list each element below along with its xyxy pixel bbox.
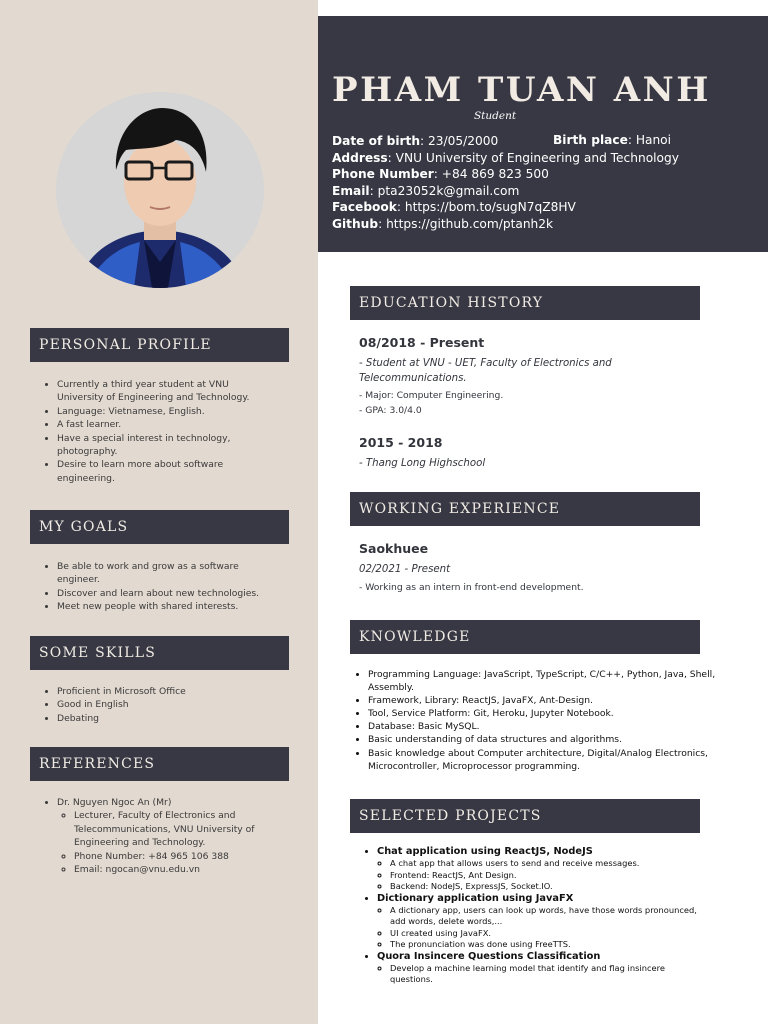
project-item xyxy=(377,951,707,986)
list-item: ◦ Phone Number: +84 965 106 388 xyxy=(74,850,272,863)
list-item: ◦ A chat app that allows users to send and receive messages. xyxy=(390,858,707,869)
experience-desc: - Working as an intern in front-end development. xyxy=(359,582,584,593)
github-label: Github xyxy=(332,216,379,231)
reference-details xyxy=(57,809,272,876)
list-item: • Language: Vietnamese, English. xyxy=(57,405,267,418)
facebook-link[interactable]: : https://bom.to/sugN7qZ8HV xyxy=(396,200,576,214)
contact-info xyxy=(332,133,679,232)
project-title: Quora Insincere Questions Classification xyxy=(377,950,601,962)
education-period: 2015 - 2018 xyxy=(359,435,443,450)
address-value: : VNU University of Engineering and Technology xyxy=(387,150,679,165)
skills-heading: SOME SKILLS xyxy=(30,636,289,670)
project-title: Chat application using ReactJS, NodeJS xyxy=(377,846,593,857)
list-item: • Basic knowledge about Computer architecture, Digital/Analog Electronics, Microcontroller, Microprocessor programming. xyxy=(368,747,720,773)
profile-photo xyxy=(56,92,264,288)
email-value[interactable]: : pta23052k@gmail.com xyxy=(369,183,520,198)
list-item: • Currently a third year student at VNU University of Engineering and Technology. xyxy=(57,378,267,405)
experience-heading: WORKING EXPERIENCE xyxy=(350,492,700,526)
birthplace xyxy=(553,133,671,147)
list-item: • Database: Basic MySQL. xyxy=(368,720,720,733)
list-item: • Programming Language: JavaScript, TypeScript, C/C++, Python, Java, Shell, Assembly. xyxy=(368,668,720,694)
list-item: ◦ Email: ngocan@vnu.edu.vn xyxy=(74,863,272,876)
phone-value: : +84 869 823 500 xyxy=(433,167,549,181)
project-details xyxy=(377,905,707,951)
knowledge-list xyxy=(353,668,720,773)
references-heading: REFERENCES xyxy=(30,747,289,781)
experience-company: Saokhuee xyxy=(359,541,429,556)
list-item: ◦ UI created using JavaFX. xyxy=(390,928,707,939)
knowledge-heading: KNOWLEDGE xyxy=(350,620,700,654)
list-item: • Good in English xyxy=(57,698,272,711)
list-item: • Basic understanding of data structures and algorithms. xyxy=(368,733,720,746)
list-item: ◦ Backend: NodeJS, ExpressJS, Socket.IO. xyxy=(390,881,707,892)
list-item: • Debating xyxy=(57,712,272,725)
birthplace-label: Birth place xyxy=(553,133,628,147)
header xyxy=(318,16,768,252)
project-details xyxy=(377,963,707,986)
candidate-title: Student xyxy=(473,110,517,122)
list-item: • Be able to work and grow as a software engineer. xyxy=(57,560,272,587)
list-item: ◦ A dictionary app, users can look up words, have those words pronounced, add words, delete words,... xyxy=(390,905,707,928)
list-item: • Desire to learn more about software engineering. xyxy=(57,458,267,485)
education-school: - Student at VNU - UET, Faculty of Electronics and Telecommunications. xyxy=(359,358,612,384)
reference-name-text: Dr. Nguyen Ngoc An (Mr) xyxy=(57,797,172,808)
email-label: Email xyxy=(332,183,370,198)
candidate-name: PHAM TUAN ANH xyxy=(332,70,711,110)
list-item: • Proficient in Microsoft Office xyxy=(57,685,272,698)
list-item: • Meet new people with shared interests. xyxy=(57,600,272,613)
project-details xyxy=(377,858,707,892)
education-entry-2 xyxy=(359,435,659,471)
project-item xyxy=(377,893,707,951)
project-title: Dictionary application using JavaFX xyxy=(377,892,574,904)
list-item: • Discover and learn about new technologies. xyxy=(57,587,272,600)
education-period: 08/2018 - Present xyxy=(359,335,485,350)
goals-heading: MY GOALS xyxy=(30,510,289,544)
facebook-label: Facebook xyxy=(332,200,397,214)
birthplace-value: : Hanoi xyxy=(627,133,672,147)
dob-label: Date of birth xyxy=(332,134,421,148)
github-link[interactable]: : https://github.com/ptanh2k xyxy=(378,216,554,231)
dob-value: : 23/05/2000 xyxy=(420,134,499,148)
project-item xyxy=(377,846,707,893)
education-school: - Thang Long Highschool xyxy=(359,458,486,469)
projects-heading: SELECTED PROJECTS xyxy=(350,799,700,833)
list-item: • A fast learner. xyxy=(57,418,267,431)
address-label: Address xyxy=(332,150,388,165)
list-item: ◦ The pronunciation was done using FreeTTS. xyxy=(390,939,707,950)
projects-list xyxy=(363,846,707,986)
list-item: • Tool, Service Platform: Git, Heroku, Jupyter Notebook. xyxy=(368,707,720,720)
list-item: ◦ Frontend: ReactJS, Ant Design. xyxy=(390,870,707,881)
education-heading: EDUCATION HISTORY xyxy=(350,286,700,320)
list-item: ◦ Lecturer, Faculty of Electronics and Telecommunications, VNU University of Engineering and Technology. xyxy=(74,809,272,849)
education-gpa: - GPA: 3.0/4.0 xyxy=(359,405,422,416)
references-list xyxy=(42,796,272,876)
education-major: - Major: Computer Engineering. xyxy=(359,390,504,401)
phone-label: Phone Number xyxy=(332,167,434,181)
experience-entry xyxy=(359,541,659,595)
experience-period: 02/2021 - Present xyxy=(359,564,451,575)
reference-name xyxy=(57,796,272,876)
list-item: • Framework, Library: ReactJS, JavaFX, Ant-Design. xyxy=(368,694,720,707)
education-entry-1 xyxy=(359,335,659,418)
personal-profile-heading: PERSONAL PROFILE xyxy=(30,328,289,362)
goals-list xyxy=(42,560,272,614)
list-item: ◦ Develop a machine learning model that identify and flag insincere questions. xyxy=(390,963,707,986)
personal-profile-list xyxy=(42,378,267,485)
list-item: • Have a special interest in technology, photography. xyxy=(57,432,267,459)
skills-list xyxy=(42,685,272,725)
